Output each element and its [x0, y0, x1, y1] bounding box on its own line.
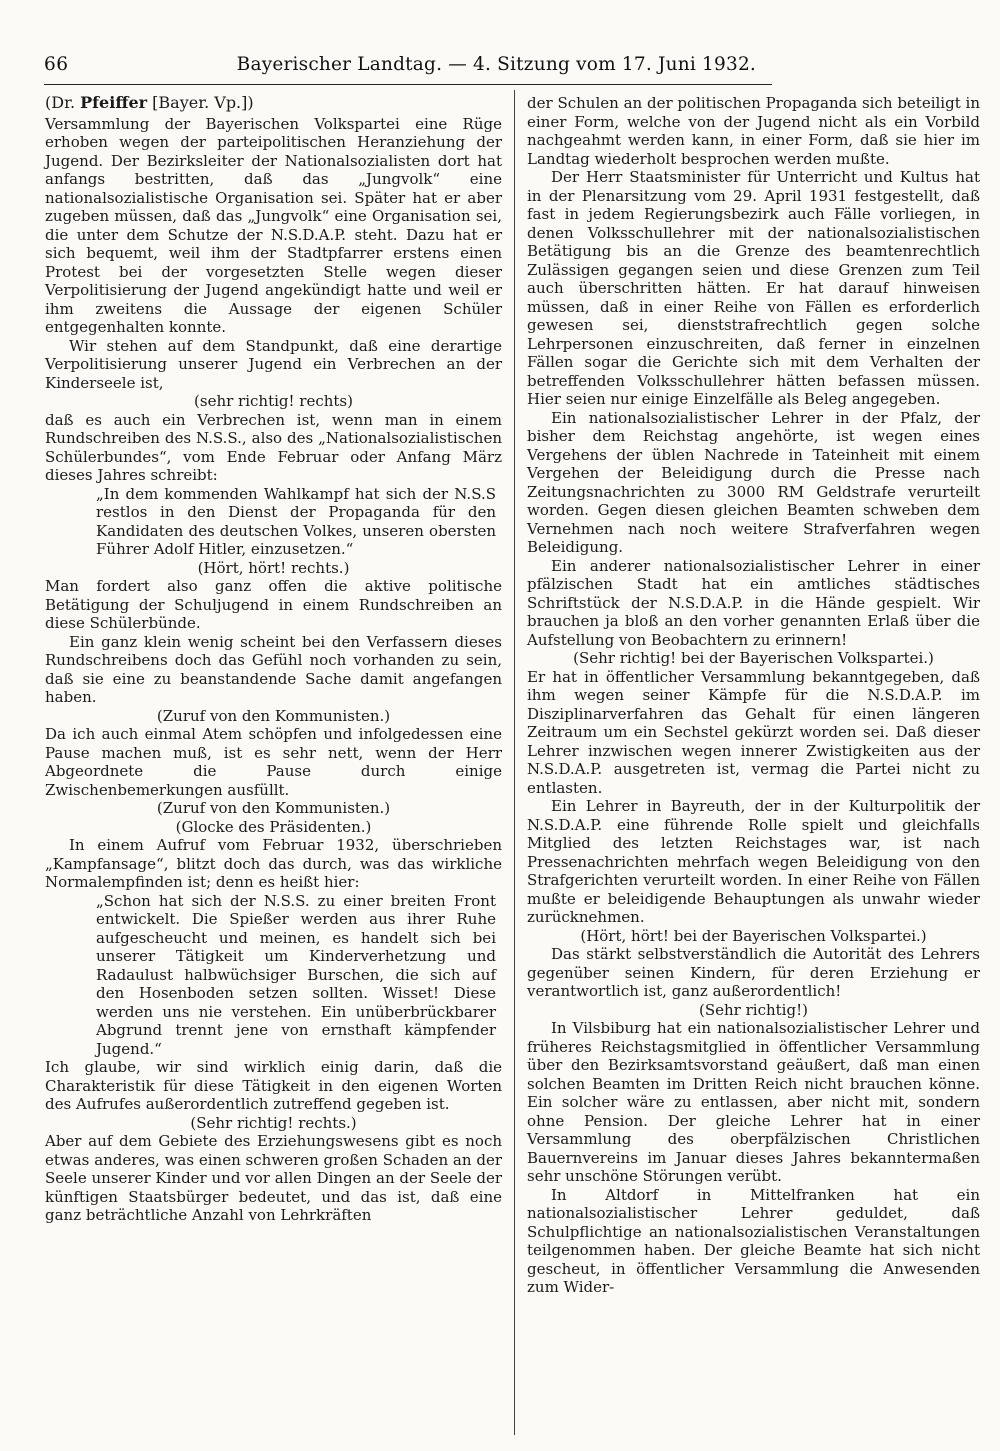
page-number: 66 [44, 54, 69, 75]
speaker-party: [Bayer. Vp.]) [147, 93, 254, 112]
quotation: „Schon hat sich der N.S.S. zu einer breiten Front entwickelt. Die Spießer werden aus ihrer Ruhe aufgescheucht und meinen, es handelt sich bei unserer Tätigkeit um Kinderverhetzung und Radaulust halbwüchsiger Burschen, die sich auf den Hosenboden setzen sollten. Wisset! Diese werden uns nie verstehen. Ein unüberbrückbarer Abgrund trennt jene von ernsthaft kämpfender Jugend.“ [96, 891, 496, 1058]
paragraph: Ein Lehrer in Bayreuth, der in der Kulturpolitik der N.S.D.A.P. eine führende Rolle spielt und gleichfalls Mitglied des letzten Reichstages war, ist nach Pressenachrichten mehrfach wegen Beleidigung von den Strafgerichten verurteilt worden. In einer Reihe von Fällen mußte er beleidigende Behauptungen als unwahr wieder zurücknehmen. [527, 797, 980, 926]
interjection: (Hört, hört! rechts.) [197, 558, 350, 577]
paragraph: In Altdorf in Mittelfranken hat ein nationalsozialistischer Lehrer geduldet, daß Schulpflichtige an nationalsozialistischen Veranstaltungen teilgenommen haben. Der gleiche Beamte hat sich nicht gescheut, in öffentlicher Versammlung die Anwesenden zum Wider- [527, 1185, 980, 1296]
paragraph: der Schulen an der politischen Propaganda sich beteiligt in einer Form, welche von der Jugend nicht als ein Vorbild nachgeahmt werden kann, in einer Form, daß sie hier im Landtag wiederholt besprochen werden mußte. [527, 94, 980, 168]
paragraph: Das stärkt selbstverständlich die Autorität des Lehrers gegenüber seinen Kindern, für deren Erziehung er verantwortlich ist, ganz außerordentlich! [527, 945, 980, 1000]
paragraph: daß es auch ein Verbrechen ist, wenn man in einem Rundschreiben des N.S.S., also des „Nationalsozialistischen Schülerbundes“, vom Ende Februar oder Anfang März dieses Jahres schreibt: [45, 410, 502, 484]
speaker-name: Pfeiffer [80, 93, 148, 112]
interjection: (Zuruf von den Kommunisten.) [156, 706, 391, 725]
interjection: (Sehr richtig!) [699, 1000, 808, 1019]
left-column [45, 94, 502, 1225]
page-header [44, 52, 756, 78]
interjection: (Zuruf von den Kommunisten.) [156, 799, 391, 817]
header-rule [44, 84, 772, 85]
paragraph: In Vilsbiburg hat ein nationalsozialistischer Lehrer und früheres Reichstagsmitglied in öffentlicher Versammlung über den Bezirksamtsvorstand geäußert, daß man einen solchen Beamten im Dritten Reich nicht brauchen könne. Ein solcher wäre zu entlassen, aber nicht mit, sondern ohne Pension. Der gleiche Lehrer hat in einer Versammlung des oberpfälzischen Christlichen Bauernvereins im Januar dieses Jahres bekanntermaßen sehr unschöne Störungen verübt. [527, 1019, 980, 1185]
paragraph: Der Herr Staatsminister für Unterricht und Kultus hat in der Plenarsitzung vom 29. April 1931 festgestellt, daß fast in jedem Regierungsbezirk auch Fälle vorliegen, in denen Volksschullehrer mit der nationalsozialistischen Betätigung bis an die Grenze des beamtenrechtlich Zulässigen gegangen seien und diese Grenzen zum Teil auch überschritten hätten. Er hat darauf hinweisen müssen, daß in einer Reihe von Fällen es erforderlich gewesen sei, dienststrafrechtlich gegen solche Lehrpersonen einzuschreiten, daß ferner in einzelnen Fällen sogar die Gerichte sich mit dem Verhalten der betreffenden Volksschullehrer hätten befassen müssen. Hier seien nur einige Einzelfälle als Beleg angegeben. [527, 168, 980, 408]
running-head: Bayerischer Landtag. — 4. Sitzung vom 17. Juni 1932. [236, 54, 756, 75]
paragraph: Ein ganz klein wenig scheint bei den Verfassern dieses Rundschreibens doch das Gefühl noch vorhanden zu sein, daß sie eine zu beanstandende Sache damit angefangen haben. [45, 632, 502, 706]
interjection: (Glocke des Präsidenten.) [175, 817, 372, 836]
paragraph: Man fordert also ganz offen die aktive politische Betätigung der Schuljugend in einem Rundschreiben an diese Schülerbünde. [45, 577, 502, 632]
paragraph: Versammlung der Bayerischen Volkspartei eine Rüge erhoben wegen der parteipolitischen Heranziehung der Jugend. Der Bezirksleiter der Nationalsozialisten dort hat anfangs bestritten, daß das „Jungvolk“ eine nationalsozialistische Organisation sei. Später hat er aber zugeben müssen, daß das „Jungvolk“ eine Organisation sei, die unter dem Schutze der N.S.D.A.P. steht. Dazu hat er sich bequemt, weil ihm der Stadtpfarrer erstens einen Protest bei der vorgesetzten Stelle wegen dieser Verpolitisierung der Jugend angekündigt hatte und weil er ihm zweitens die Aussage der eigenen Schüler entgegenhalten konnte. [45, 114, 502, 336]
paragraph: Er hat in öffentlicher Versammlung bekanntgegeben, daß ihm wegen seiner Kämpfe für die N.S.D.A.P. im Disziplinarverfahren das Gehalt für einen längeren Zeitraum um ein Sechstel gekürzt worden sei. Daß dieser Lehrer inzwischen wegen innerer Zwistigkeiten aus der N.S.D.A.P. ausgetreten ist, vermag die Partei nicht zu entlasten. [527, 667, 980, 797]
paragraph: Ich glaube, wir sind wirklich einig darin, daß die Charakteristik für diese Tätigkeit in den eigenen Worten des Aufrufes außerordentlich zutreffend gegeben ist. [45, 1058, 502, 1113]
column-divider [514, 90, 515, 1435]
paragraph: Ein nationalsozialistischer Lehrer in der Pfalz, der bisher dem Reichstag angehörte, ist wegen eines Vergehens der üblen Nachrede in Tateinheit mit einem Vergehen der Beleidigung durch die Presse nach Zeitungsnachrichten zu 3000 RM Geldstrafe verurteilt worden. Gegen diesen gleichen Beamten schweben dem Vernehmen nach noch weitere Strafverfahren wegen Beleidigung. [527, 408, 980, 556]
quotation: „In dem kommenden Wahlkampf hat sich der N.S.S restlos in den Dienst der Propaganda für den Kandidaten des deutschen Volkes, unseren obersten Führer Adolf Hitler, einzusetzen.“ [96, 484, 496, 558]
paragraph: In einem Aufruf vom Februar 1932, überschrieben „Kampfansage“, blitzt doch das durch, was das wirkliche Normalempfinden ist; denn es heißt hier: [45, 836, 502, 891]
interjection: (sehr richtig! rechts) [194, 392, 353, 410]
speaker-open: (Dr. [45, 93, 81, 112]
interjection: (Sehr richtig! rechts.) [190, 1113, 357, 1132]
paragraph: Aber auf dem Gebiete des Erziehungswesens gibt es noch etwas anderes, was einen schweren großen Schaden an der Seele unserer Kinder und vor allen Dingen an der Seele der künftigen Staatsbürger bedeutet, und das ist, daß eine ganz beträchtliche Anzahl von Lehrkräften [45, 1132, 502, 1224]
right-column [527, 94, 980, 1297]
paragraph: Da ich auch einmal Atem schöpfen und infolgedessen eine Pause machen muß, ist es sehr nett, wenn der Herr Abgeordnete die Pause durch einige Zwischenbemerkungen ausfüllt. [45, 725, 502, 799]
paragraph: Ein anderer nationalsozialistischer Lehrer in einer pfälzischen Stadt hat ein amtliches städtisches Schriftstück der N.S.D.A.P. in die Hände gespielt. Wir brauchen ja bloß an den vorher genannten Erlaß über die Aufstellung von Beobachtern zu erinnern! [527, 556, 980, 649]
interjection: (Sehr richtig! bei der Bayerischen Volkspartei.) [573, 649, 934, 667]
paragraph: Wir stehen auf dem Standpunkt, daß eine derartige Verpolitisierung unserer Jugend ein Verbrechen an der Kinderseele ist, [45, 336, 502, 392]
interjection: (Hört, hört! bei der Bayerischen Volkspartei.) [580, 926, 927, 945]
speaker-line [45, 94, 502, 113]
